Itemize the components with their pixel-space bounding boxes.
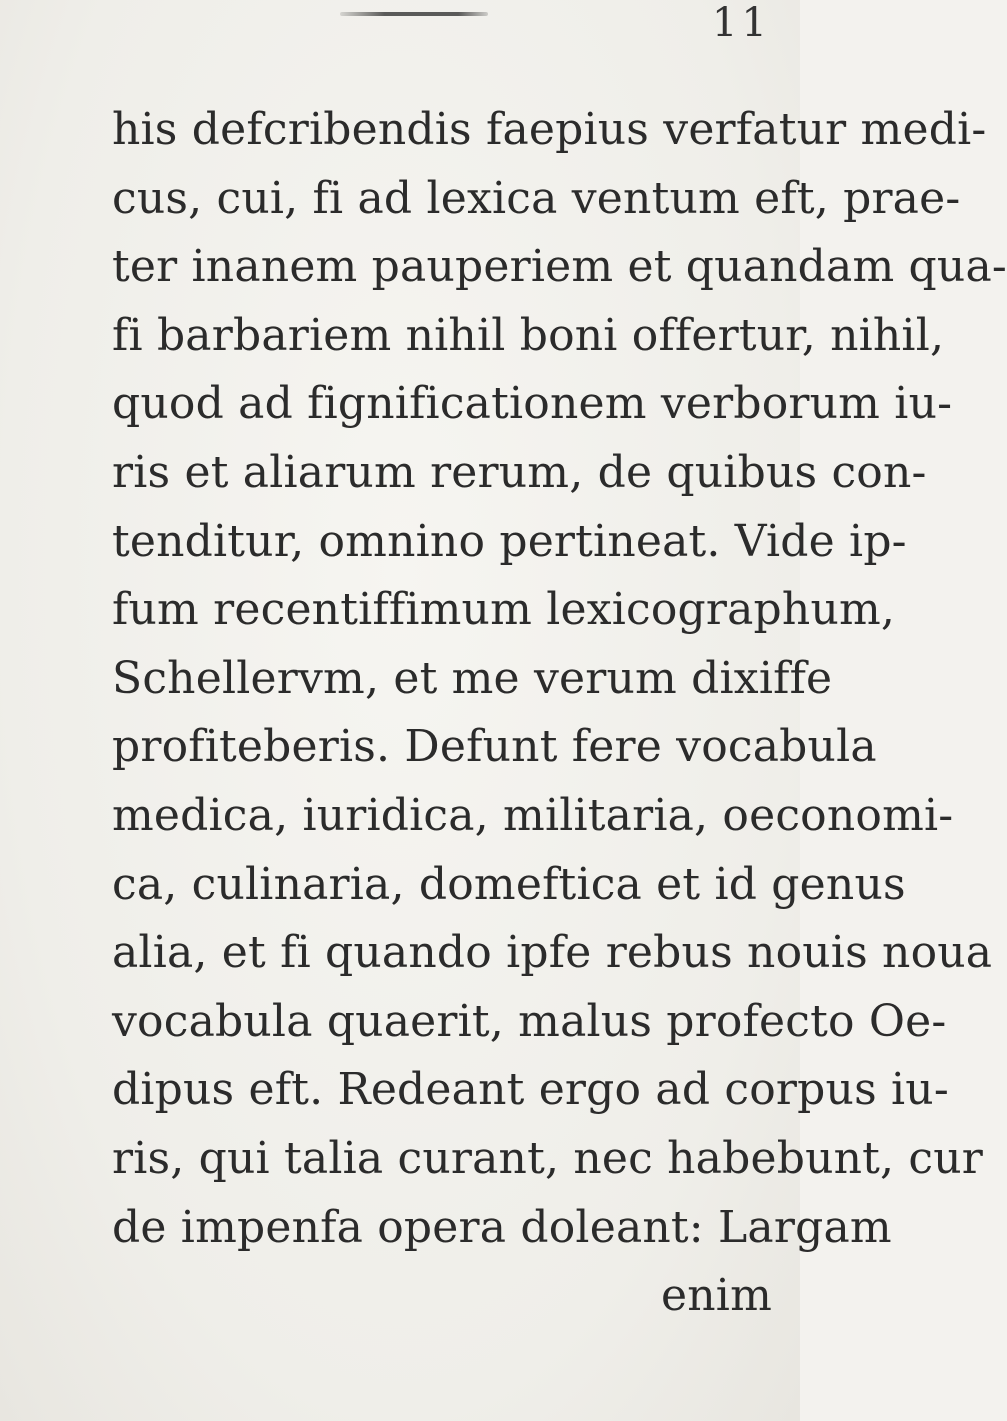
text-line: Schellervm, et me verum dixiffe xyxy=(112,652,833,704)
text-line: ter inanem pauperiem et quandam qua- xyxy=(112,241,1007,293)
text-line: alia, et fi quando ipfe rebus nouis noua xyxy=(112,927,993,979)
text-line: fi barbariem nihil boni offertur, nihil, xyxy=(112,309,945,361)
catchword: enim xyxy=(661,1270,772,1322)
text-line: ris, qui talia curant, nec habebunt, cur xyxy=(112,1132,984,1184)
text-line: ris et aliarum rerum, de quibus con- xyxy=(112,446,927,498)
text-line: medica, iuridica, militaria, oeconomi- xyxy=(112,789,954,841)
text-line: profiteberis. Defunt fere vocabula xyxy=(112,721,877,773)
text-line: quod ad fignificationem verborum iu- xyxy=(112,378,953,430)
text-line: tenditur, omnino pertineat. Vide ip- xyxy=(112,515,907,567)
text-line: fum recentiffimum lexicographum, xyxy=(112,584,896,636)
text-line: de impenfa opera doleant: Largam xyxy=(112,1201,892,1253)
text-line: vocabula quaerit, malus profecto Oe- xyxy=(112,995,947,1047)
text-line: ca, culinaria, domeftica et id genus xyxy=(112,858,906,910)
text-line: dipus eft. Redeant ergo ad corpus iu- xyxy=(112,1064,949,1116)
body-text xyxy=(112,96,1007,1331)
text-line: his defcribendis faepius verfatur medi- xyxy=(112,104,987,155)
text-line: cus, cui, fi ad lexica ventum eft, prae- xyxy=(112,172,961,224)
header-rule xyxy=(340,12,488,16)
page-number: 11 xyxy=(712,0,771,46)
